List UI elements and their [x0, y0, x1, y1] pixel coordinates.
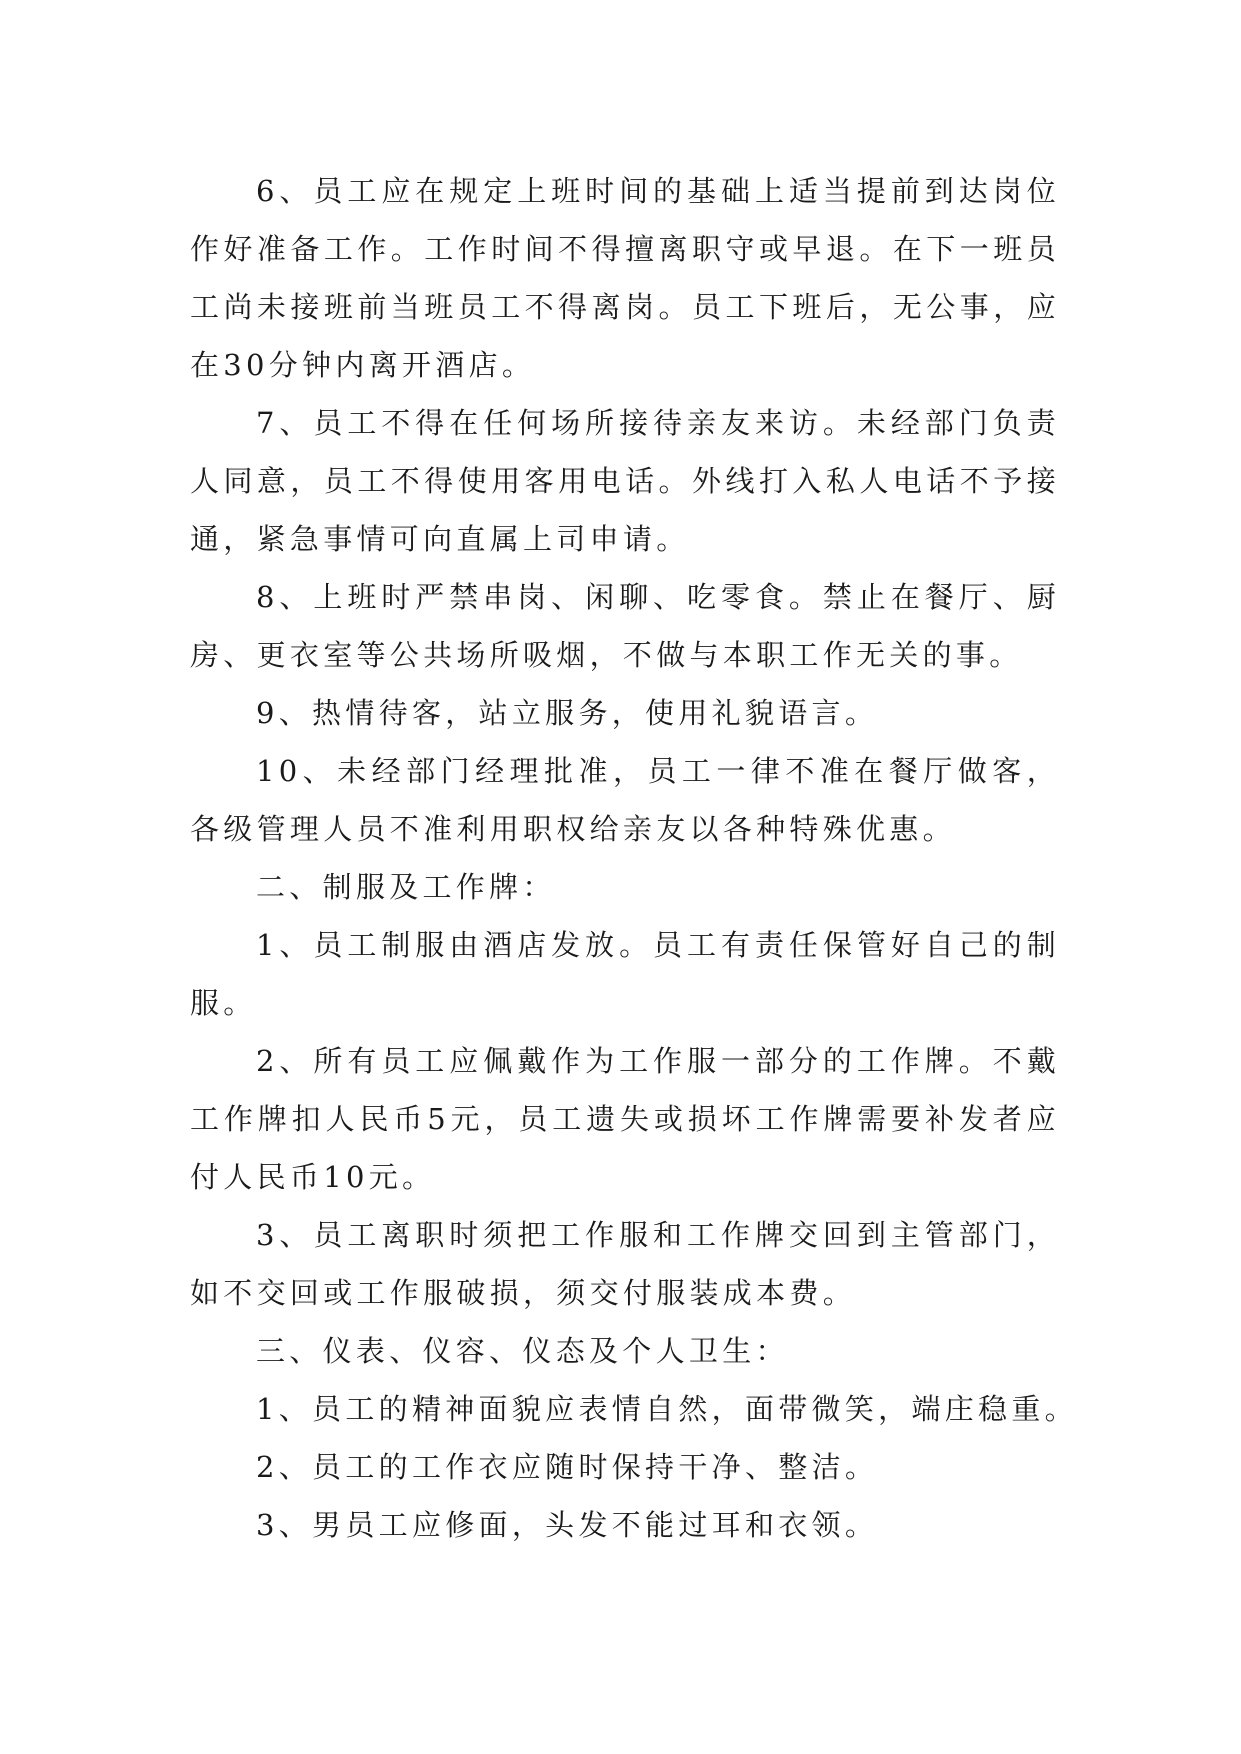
paragraph-rule-9: 9、热情待客，站立服务，使用礼貌语言。: [256, 696, 879, 730]
paragraph-uniform-2: 2、所有员工应佩戴作为工作服一部分的工作牌。不戴工作牌扣人民币5元，员工遗失或损坏工作牌需要补发者应付人民币10元。: [190, 1044, 1060, 1194]
paragraph-appearance-3: 3、男员工应修面，头发不能过耳和衣领。: [256, 1508, 879, 1542]
section-heading-uniform: 二、制服及工作牌：: [256, 870, 556, 904]
document-body: [190, 162, 1078, 1554]
paragraph-uniform-3: 3、员工离职时须把工作服和工作牌交回到主管部门，如不交回或工作服破损，须交付服装成本费。: [190, 1218, 1060, 1310]
paragraph-appearance-1: 1、员工的精神面貌应表情自然，面带微笑，端庄稳重。: [256, 1392, 1078, 1426]
paragraph-rule-8: 8、上班时严禁串岗、闲聊、吃零食。禁止在餐厅、厨房、更衣室等公共场所吸烟，不做与本职工作无关的事。: [190, 580, 1060, 672]
paragraph-uniform-1: 1、员工制服由酒店发放。员工有责任保管好自己的制服。: [190, 928, 1060, 1020]
paragraph-rule-7: 7、员工不得在任何场所接待亲友来访。未经部门负责人同意，员工不得使用客用电话。外线打入私人电话不予接通，紧急事情可向直属上司申请。: [190, 406, 1060, 556]
section-heading-appearance: 三、仪表、仪容、仪态及个人卫生：: [256, 1334, 789, 1368]
paragraph-appearance-2: 2、员工的工作衣应随时保持干净、整洁。: [256, 1450, 879, 1484]
paragraph-rule-10: 10、未经部门经理批准，员工一律不准在餐厅做客，各级管理人员不准利用职权给亲友以各种特殊优惠。: [190, 754, 1060, 846]
paragraph-rule-6: 6、员工应在规定上班时间的基础上适当提前到达岗位作好准备工作。工作时间不得擅离职守或早退。在下一班员工尚未接班前当班员工不得离岗。员工下班后，无公事，应在30分钟内离开酒店。: [190, 174, 1060, 382]
